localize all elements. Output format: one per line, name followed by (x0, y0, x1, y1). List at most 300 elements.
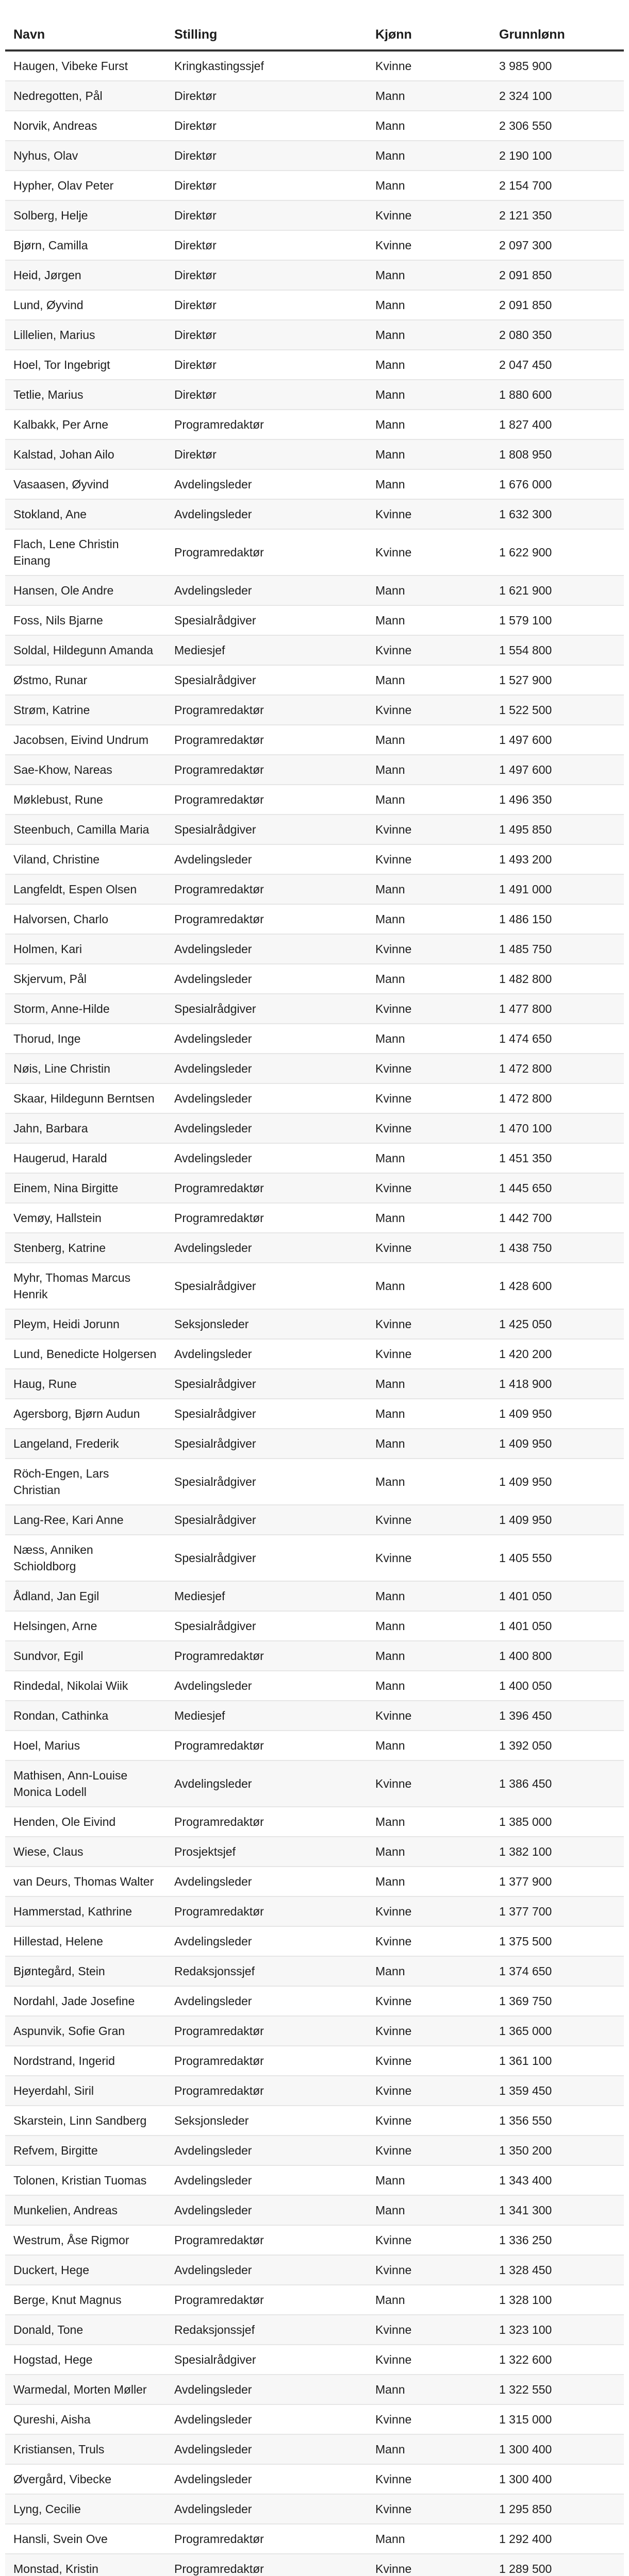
table-row (5, 2046, 624, 2076)
cell-grunnlonn: 1 350 200 (491, 2136, 624, 2165)
cell-kjonn: Mann (367, 2285, 491, 2315)
cell-kjonn: Kvinne (367, 934, 491, 964)
cell-grunnlonn: 1 385 000 (491, 1807, 624, 1837)
table-row (5, 2554, 624, 2576)
cell-kjonn: Mann (367, 320, 491, 350)
table-row (5, 1760, 624, 1807)
cell-stilling: Mediesjef (166, 1701, 367, 1731)
cell-stilling: Programredaktør (166, 1173, 367, 1203)
cell-grunnlonn: 1 336 250 (491, 2225, 624, 2255)
cell-stilling: Spesialrådgiver (166, 1263, 367, 1309)
cell-grunnlonn: 1 289 500 (491, 2554, 624, 2576)
cell-navn: Lund, Benedicte Holgersen (5, 1339, 166, 1369)
column-header-stilling[interactable]: Stilling (166, 21, 367, 50)
cell-stilling: Direktør (166, 350, 367, 380)
table-row (5, 1807, 624, 1837)
cell-grunnlonn: 1 328 450 (491, 2255, 624, 2285)
cell-navn: Sae-Khow, Nareas (5, 755, 166, 785)
cell-grunnlonn: 1 292 400 (491, 2524, 624, 2554)
cell-navn: Steenbuch, Camilla Maria (5, 815, 166, 844)
cell-kjonn: Mann (367, 1369, 491, 1399)
table-row (5, 350, 624, 380)
cell-navn: Skjervum, Pål (5, 964, 166, 994)
cell-stilling: Direktør (166, 380, 367, 410)
cell-navn: Flach, Lene Christin Einang (5, 529, 166, 575)
cell-grunnlonn: 1 472 800 (491, 1083, 624, 1113)
cell-stilling: Direktør (166, 230, 367, 260)
cell-navn: Næss, Anniken Schioldborg (5, 1535, 166, 1581)
cell-grunnlonn: 2 047 450 (491, 350, 624, 380)
cell-stilling: Direktør (166, 141, 367, 171)
cell-kjonn: Kvinne (367, 1986, 491, 2016)
cell-kjonn: Mann (367, 1611, 491, 1641)
cell-kjonn: Mann (367, 755, 491, 785)
cell-stilling: Avdelingsleder (166, 2255, 367, 2285)
cell-stilling: Programredaktør (166, 2285, 367, 2315)
cell-grunnlonn: 1 474 650 (491, 1024, 624, 1054)
cell-navn: Röch-Engen, Lars Christian (5, 1459, 166, 1505)
table-row (5, 994, 624, 1024)
cell-navn: Hansen, Ole Andre (5, 575, 166, 605)
cell-kjonn: Mann (367, 469, 491, 499)
cell-stilling: Prosjektsjef (166, 1837, 367, 1867)
table-row (5, 934, 624, 964)
cell-stilling: Avdelingsleder (166, 1760, 367, 1807)
cell-navn: Westrum, Åse Rigmor (5, 2225, 166, 2255)
cell-stilling: Mediesjef (166, 635, 367, 665)
cell-grunnlonn: 2 154 700 (491, 171, 624, 200)
table-row (5, 1263, 624, 1309)
cell-kjonn: Mann (367, 2165, 491, 2195)
cell-grunnlonn: 1 386 450 (491, 1760, 624, 1807)
cell-grunnlonn: 2 121 350 (491, 200, 624, 230)
cell-navn: Heid, Jørgen (5, 260, 166, 290)
cell-stilling: Direktør (166, 81, 367, 111)
table-row (5, 695, 624, 725)
cell-navn: Jacobsen, Eivind Undrum (5, 725, 166, 755)
cell-grunnlonn: 1 495 850 (491, 815, 624, 844)
cell-grunnlonn: 1 632 300 (491, 499, 624, 529)
cell-kjonn: Kvinne (367, 2554, 491, 2576)
cell-kjonn: Kvinne (367, 1233, 491, 1263)
cell-navn: Duckert, Hege (5, 2255, 166, 2285)
table-row (5, 2076, 624, 2106)
cell-kjonn: Kvinne (367, 2255, 491, 2285)
cell-kjonn: Kvinne (367, 844, 491, 874)
cell-navn: Haugen, Vibeke Furst (5, 50, 166, 81)
header-row (5, 21, 624, 50)
cell-navn: Refvem, Birgitte (5, 2136, 166, 2165)
table-row (5, 605, 624, 635)
cell-grunnlonn: 1 409 950 (491, 1459, 624, 1505)
cell-navn: Storm, Anne-Hilde (5, 994, 166, 1024)
cell-stilling: Programredaktør (166, 1203, 367, 1233)
cell-stilling: Avdelingsleder (166, 2375, 367, 2404)
cell-grunnlonn: 1 425 050 (491, 1309, 624, 1339)
table-row (5, 469, 624, 499)
cell-kjonn: Mann (367, 1956, 491, 1986)
cell-navn: Hansli, Svein Ove (5, 2524, 166, 2554)
table-row (5, 1143, 624, 1173)
cell-navn: Pleym, Heidi Jorunn (5, 1309, 166, 1339)
cell-stilling: Spesialrådgiver (166, 1399, 367, 1429)
cell-grunnlonn: 1 482 800 (491, 964, 624, 994)
cell-stilling: Programredaktør (166, 874, 367, 904)
cell-grunnlonn: 1 497 600 (491, 755, 624, 785)
cell-kjonn: Kvinne (367, 1309, 491, 1339)
table-row (5, 141, 624, 171)
cell-kjonn: Mann (367, 2375, 491, 2404)
column-header-kjonn[interactable]: Kjønn (367, 21, 491, 50)
cell-grunnlonn: 1 365 000 (491, 2016, 624, 2046)
cell-grunnlonn: 1 496 350 (491, 785, 624, 815)
cell-stilling: Direktør (166, 290, 367, 320)
cell-navn: Norvik, Andreas (5, 111, 166, 141)
cell-grunnlonn: 1 621 900 (491, 575, 624, 605)
cell-navn: Ådland, Jan Egil (5, 1581, 166, 1611)
cell-navn: Nøis, Line Christin (5, 1054, 166, 1083)
cell-grunnlonn: 1 451 350 (491, 1143, 624, 1173)
cell-grunnlonn: 1 622 900 (491, 529, 624, 575)
column-header-grunnlonn[interactable]: Grunnlønn (491, 21, 624, 50)
cell-grunnlonn: 1 579 100 (491, 605, 624, 635)
table-row (5, 1399, 624, 1429)
table-row (5, 1309, 624, 1339)
cell-stilling: Spesialrådgiver (166, 665, 367, 695)
cell-stilling: Redaksjonssjef (166, 1956, 367, 1986)
cell-navn: Skarstein, Linn Sandberg (5, 2106, 166, 2136)
cell-kjonn: Kvinne (367, 1505, 491, 1535)
table-row (5, 874, 624, 904)
cell-kjonn: Mann (367, 439, 491, 469)
cell-navn: Nedregotten, Pål (5, 81, 166, 111)
cell-stilling: Spesialrådgiver (166, 605, 367, 635)
cell-stilling: Mediesjef (166, 1581, 367, 1611)
cell-navn: Strøm, Katrine (5, 695, 166, 725)
cell-grunnlonn: 1 359 450 (491, 2076, 624, 2106)
cell-navn: Myhr, Thomas Marcus Henrik (5, 1263, 166, 1309)
table-body (5, 50, 624, 2576)
cell-grunnlonn: 1 356 550 (491, 2106, 624, 2136)
cell-kjonn: Kvinne (367, 50, 491, 81)
cell-kjonn: Mann (367, 1263, 491, 1309)
cell-navn: Thorud, Inge (5, 1024, 166, 1054)
cell-navn: Lillelien, Marius (5, 320, 166, 350)
cell-grunnlonn: 1 328 100 (491, 2285, 624, 2315)
cell-grunnlonn: 1 491 000 (491, 874, 624, 904)
cell-navn: Haug, Rune (5, 1369, 166, 1399)
cell-navn: Monstad, Kristin (5, 2554, 166, 2576)
cell-grunnlonn: 1 472 800 (491, 1054, 624, 1083)
cell-navn: Haugerud, Harald (5, 1143, 166, 1173)
cell-navn: Kristiansen, Truls (5, 2434, 166, 2464)
cell-grunnlonn: 1 295 850 (491, 2494, 624, 2524)
cell-stilling: Avdelingsleder (166, 2165, 367, 2195)
cell-stilling: Avdelingsleder (166, 934, 367, 964)
cell-grunnlonn: 1 409 950 (491, 1399, 624, 1429)
cell-kjonn: Kvinne (367, 815, 491, 844)
cell-navn: Solberg, Helje (5, 200, 166, 230)
table-row (5, 575, 624, 605)
cell-kjonn: Kvinne (367, 695, 491, 725)
cell-stilling: Avdelingsleder (166, 844, 367, 874)
cell-stilling: Seksjonsleder (166, 2106, 367, 2136)
cell-grunnlonn: 2 306 550 (491, 111, 624, 141)
cell-navn: Warmedal, Morten Møller (5, 2375, 166, 2404)
cell-kjonn: Kvinne (367, 2076, 491, 2106)
cell-navn: Hoel, Tor Ingebrigt (5, 350, 166, 380)
cell-grunnlonn: 1 522 500 (491, 695, 624, 725)
cell-navn: Nyhus, Olav (5, 141, 166, 171)
cell-navn: Donald, Tone (5, 2315, 166, 2345)
cell-stilling: Spesialrådgiver (166, 1535, 367, 1581)
cell-stilling: Avdelingsleder (166, 499, 367, 529)
cell-kjonn: Kvinne (367, 1083, 491, 1113)
cell-navn: Lund, Øyvind (5, 290, 166, 320)
cell-stilling: Spesialrådgiver (166, 1505, 367, 1535)
cell-navn: Stokland, Ane (5, 499, 166, 529)
cell-grunnlonn: 1 343 400 (491, 2165, 624, 2195)
cell-kjonn: Kvinne (367, 2016, 491, 2046)
cell-kjonn: Mann (367, 605, 491, 635)
table-row (5, 2375, 624, 2404)
table-row (5, 2195, 624, 2225)
cell-stilling: Avdelingsleder (166, 2404, 367, 2434)
table-row (5, 1339, 624, 1369)
table-row (5, 904, 624, 934)
cell-grunnlonn: 1 341 300 (491, 2195, 624, 2225)
table-row (5, 1054, 624, 1083)
table-row (5, 50, 624, 81)
cell-navn: Lang-Ree, Kari Anne (5, 1505, 166, 1535)
cell-kjonn: Kvinne (367, 1760, 491, 1807)
cell-kjonn: Mann (367, 2524, 491, 2554)
table-row (5, 111, 624, 141)
cell-stilling: Spesialrådgiver (166, 2345, 367, 2375)
table-row (5, 2255, 624, 2285)
cell-navn: Kalstad, Johan Ailo (5, 439, 166, 469)
cell-kjonn: Mann (367, 141, 491, 171)
cell-kjonn: Mann (367, 410, 491, 439)
cell-navn: Viland, Christine (5, 844, 166, 874)
cell-stilling: Avdelingsleder (166, 1671, 367, 1701)
cell-stilling: Spesialrådgiver (166, 1611, 367, 1641)
table-row (5, 439, 624, 469)
cell-grunnlonn: 2 324 100 (491, 81, 624, 111)
cell-grunnlonn: 1 418 900 (491, 1369, 624, 1399)
cell-stilling: Seksjonsleder (166, 1309, 367, 1339)
table-row (5, 1837, 624, 1867)
table-row (5, 2345, 624, 2375)
cell-kjonn: Kvinne (367, 2136, 491, 2165)
cell-kjonn: Mann (367, 81, 491, 111)
cell-kjonn: Mann (367, 1143, 491, 1173)
cell-kjonn: Mann (367, 785, 491, 815)
table-row (5, 1896, 624, 1926)
table-row (5, 1505, 624, 1535)
table-row (5, 1113, 624, 1143)
cell-stilling: Direktør (166, 171, 367, 200)
cell-navn: Stenberg, Katrine (5, 1233, 166, 1263)
cell-navn: Holmen, Kari (5, 934, 166, 964)
table-row (5, 2165, 624, 2195)
table-row (5, 1986, 624, 2016)
table-row (5, 2106, 624, 2136)
cell-grunnlonn: 2 190 100 (491, 141, 624, 171)
table-row (5, 635, 624, 665)
cell-kjonn: Kvinne (367, 2345, 491, 2375)
cell-grunnlonn: 2 091 850 (491, 290, 624, 320)
cell-navn: Agersborg, Bjørn Audun (5, 1399, 166, 1429)
cell-kjonn: Kvinne (367, 200, 491, 230)
table-row (5, 1956, 624, 1986)
cell-stilling: Programredaktør (166, 2016, 367, 2046)
cell-stilling: Avdelingsleder (166, 1113, 367, 1143)
cell-kjonn: Mann (367, 904, 491, 934)
cell-kjonn: Mann (367, 1837, 491, 1867)
cell-stilling: Programredaktør (166, 1896, 367, 1926)
table-row (5, 2136, 624, 2165)
cell-navn: Jahn, Barbara (5, 1113, 166, 1143)
cell-stilling: Avdelingsleder (166, 2195, 367, 2225)
cell-navn: Wiese, Claus (5, 1837, 166, 1867)
cell-grunnlonn: 2 091 850 (491, 260, 624, 290)
cell-stilling: Avdelingsleder (166, 1024, 367, 1054)
cell-grunnlonn: 1 322 600 (491, 2345, 624, 2375)
table-row (5, 964, 624, 994)
cell-grunnlonn: 1 396 450 (491, 1701, 624, 1731)
cell-kjonn: Kvinne (367, 230, 491, 260)
cell-kjonn: Mann (367, 111, 491, 141)
cell-grunnlonn: 1 493 200 (491, 844, 624, 874)
table-row (5, 1581, 624, 1611)
cell-grunnlonn: 1 369 750 (491, 1986, 624, 2016)
cell-navn: Nordstrand, Ingerid (5, 2046, 166, 2076)
table-row (5, 1867, 624, 1896)
cell-navn: Rondan, Cathinka (5, 1701, 166, 1731)
cell-stilling: Avdelingsleder (166, 1054, 367, 1083)
cell-stilling: Programredaktør (166, 725, 367, 755)
cell-kjonn: Kvinne (367, 1896, 491, 1926)
cell-kjonn: Mann (367, 350, 491, 380)
cell-grunnlonn: 1 445 650 (491, 1173, 624, 1203)
table-row (5, 1701, 624, 1731)
table-row (5, 2285, 624, 2315)
cell-stilling: Avdelingsleder (166, 1867, 367, 1896)
cell-grunnlonn: 1 527 900 (491, 665, 624, 695)
cell-stilling: Redaksjonssjef (166, 2315, 367, 2345)
cell-navn: Vasaasen, Øyvind (5, 469, 166, 499)
cell-grunnlonn: 1 486 150 (491, 904, 624, 934)
cell-stilling: Spesialrådgiver (166, 994, 367, 1024)
cell-navn: Lyng, Cecilie (5, 2494, 166, 2524)
cell-kjonn: Mann (367, 665, 491, 695)
table-row (5, 1233, 624, 1263)
table-row (5, 2524, 624, 2554)
cell-grunnlonn: 1 442 700 (491, 1203, 624, 1233)
cell-grunnlonn: 1 405 550 (491, 1535, 624, 1581)
cell-navn: Kalbakk, Per Arne (5, 410, 166, 439)
cell-kjonn: Mann (367, 725, 491, 755)
cell-grunnlonn: 1 392 050 (491, 1731, 624, 1760)
cell-grunnlonn: 1 400 050 (491, 1671, 624, 1701)
cell-navn: Soldal, Hildegunn Amanda (5, 635, 166, 665)
cell-grunnlonn: 1 470 100 (491, 1113, 624, 1143)
cell-stilling: Direktør (166, 320, 367, 350)
cell-grunnlonn: 1 409 950 (491, 1429, 624, 1459)
table-row (5, 1429, 624, 1459)
cell-stilling: Programredaktør (166, 695, 367, 725)
cell-stilling: Direktør (166, 439, 367, 469)
table-row (5, 1535, 624, 1581)
cell-stilling: Programredaktør (166, 2046, 367, 2076)
cell-kjonn: Kvinne (367, 1926, 491, 1956)
table-row (5, 755, 624, 785)
cell-kjonn: Kvinne (367, 1339, 491, 1369)
table-header (5, 21, 624, 50)
column-header-navn[interactable]: Navn (5, 21, 166, 50)
cell-stilling: Direktør (166, 111, 367, 141)
cell-navn: Heyerdahl, Siril (5, 2076, 166, 2106)
cell-navn: Møklebust, Rune (5, 785, 166, 815)
table-row (5, 2315, 624, 2345)
cell-grunnlonn: 1 409 950 (491, 1505, 624, 1535)
cell-grunnlonn: 1 300 400 (491, 2434, 624, 2464)
cell-navn: Aspunvik, Sofie Gran (5, 2016, 166, 2046)
cell-kjonn: Kvinne (367, 2315, 491, 2345)
cell-stilling: Avdelingsleder (166, 2434, 367, 2464)
table-row (5, 230, 624, 260)
table-row (5, 1173, 624, 1203)
cell-stilling: Programredaktør (166, 2524, 367, 2554)
cell-kjonn: Mann (367, 171, 491, 200)
cell-kjonn: Kvinne (367, 635, 491, 665)
cell-kjonn: Mann (367, 1807, 491, 1837)
cell-navn: Qureshi, Aisha (5, 2404, 166, 2434)
cell-grunnlonn: 1 497 600 (491, 725, 624, 755)
cell-navn: Hillestad, Helene (5, 1926, 166, 1956)
cell-stilling: Avdelingsleder (166, 964, 367, 994)
table-row (5, 2016, 624, 2046)
table-row (5, 785, 624, 815)
table-row (5, 1641, 624, 1671)
cell-navn: Øvergård, Vibecke (5, 2464, 166, 2494)
cell-stilling: Avdelingsleder (166, 1143, 367, 1173)
cell-grunnlonn: 1 880 600 (491, 380, 624, 410)
cell-stilling: Programredaktør (166, 529, 367, 575)
cell-grunnlonn: 1 676 000 (491, 469, 624, 499)
cell-grunnlonn: 1 361 100 (491, 2046, 624, 2076)
cell-stilling: Avdelingsleder (166, 575, 367, 605)
table-row (5, 410, 624, 439)
cell-grunnlonn: 1 401 050 (491, 1581, 624, 1611)
table-row (5, 1459, 624, 1505)
cell-stilling: Avdelingsleder (166, 1986, 367, 2016)
table-row (5, 2434, 624, 2464)
cell-kjonn: Mann (367, 1867, 491, 1896)
table-row (5, 290, 624, 320)
table-row (5, 260, 624, 290)
cell-navn: Henden, Ole Eivind (5, 1807, 166, 1837)
cell-stilling: Avdelingsleder (166, 1926, 367, 1956)
cell-navn: Vemøy, Hallstein (5, 1203, 166, 1233)
table-row (5, 1671, 624, 1701)
cell-grunnlonn: 1 315 000 (491, 2404, 624, 2434)
cell-navn: Tolonen, Kristian Tuomas (5, 2165, 166, 2195)
cell-grunnlonn: 1 554 800 (491, 635, 624, 665)
cell-kjonn: Mann (367, 575, 491, 605)
table-row (5, 380, 624, 410)
